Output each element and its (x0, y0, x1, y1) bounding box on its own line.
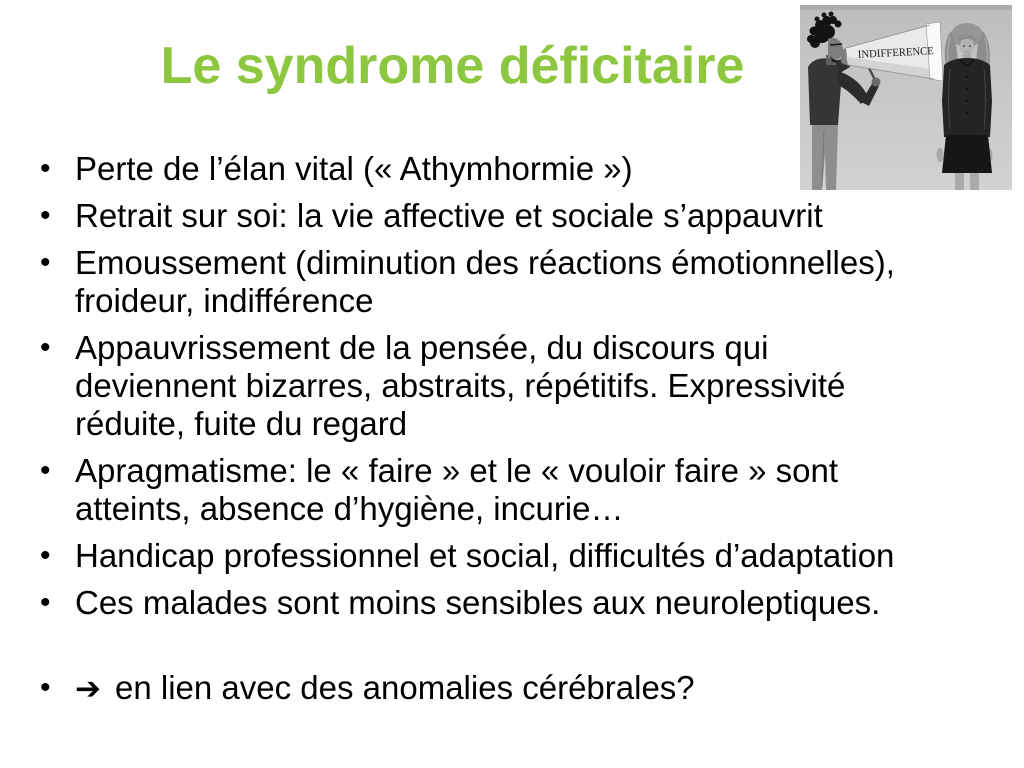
bullet-dot: • (40, 671, 51, 704)
bullet-text: Apragmatisme: le « faire » et le « vouloir faire » sont atteints, absence d’hygiène, incurie… (75, 452, 839, 527)
bullet-dot: • (40, 539, 51, 572)
bullet-list (0, 150, 905, 717)
bullet-item (0, 197, 905, 235)
bullet-text: Retrait sur soi: la vie affective et sociale s’appauvrit (75, 197, 823, 234)
bullet-dot: • (40, 454, 51, 487)
megaphone-label: INDIFFERENCE (857, 44, 937, 61)
slide-title: Le syndrome déficitaire (160, 37, 745, 95)
bullet-item (0, 584, 905, 622)
photo-top-edge (800, 5, 1012, 10)
bullet-dot: • (40, 246, 51, 279)
bullet-item (0, 329, 905, 443)
bullet-text: Appauvrissement de la pensée, du discours qui deviennent bizarres, abstraits, répétitifs. Expressivité réduite, fuite du regard (75, 329, 846, 442)
bullet-item-conclusion (0, 669, 905, 708)
bullet-text: Emoussement (diminution des réactions émotionnelles), froideur, indifférence (75, 244, 895, 319)
bullet-dot: • (40, 152, 51, 185)
bullet-dot: • (40, 199, 51, 232)
bullet-item (0, 537, 905, 575)
conclusion-text: en lien avec des anomalies cérébrales? (114, 669, 695, 706)
bullet-text: Ces malades sont moins sensibles aux neuroleptiques. (75, 584, 881, 621)
bullet-text (75, 669, 905, 708)
bullet-text: Perte de l’élan vital (« Athymhormie ») (75, 150, 633, 187)
bullet-text: Handicap professionnel et social, difficultés d’adaptation (75, 537, 895, 574)
bullet-dot: • (40, 586, 51, 619)
bullet-item (0, 150, 905, 188)
bullet-item (0, 244, 905, 320)
bullet-dot: • (40, 331, 51, 364)
arrow-right-icon: ➔ (75, 671, 101, 707)
bullet-item (0, 452, 905, 528)
